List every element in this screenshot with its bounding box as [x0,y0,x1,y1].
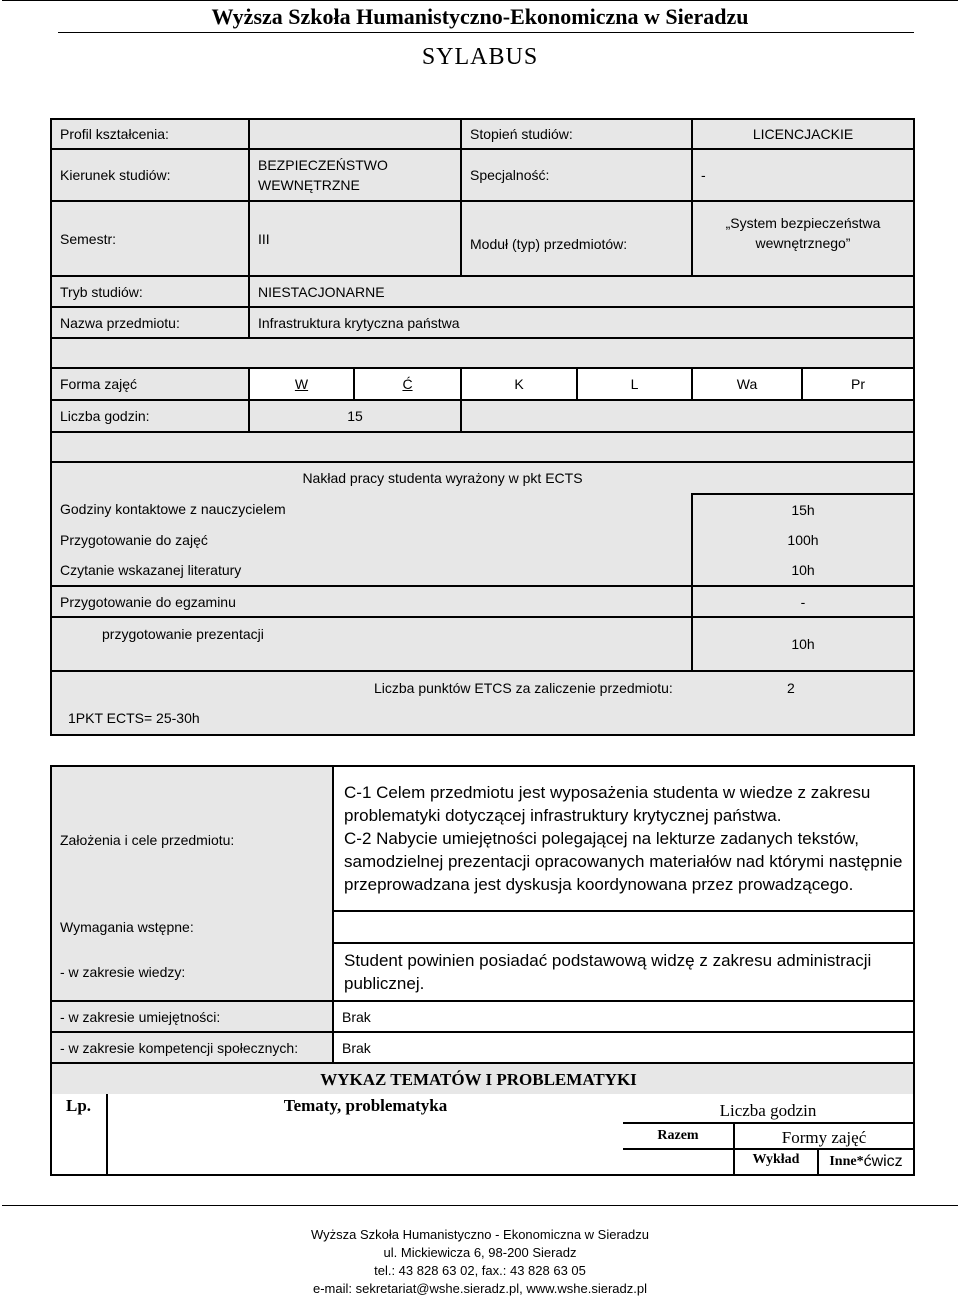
hours-rest [460,399,915,433]
specjalnosc-label: Specjalność: [460,148,693,202]
ects-row-value: 10h [691,554,915,587]
tryb-label: Tryb studiów: [50,275,250,308]
ects-row-value: 15h [691,493,915,525]
goal-c2: C-2 Nabycie umiejętności polegającej na lekturze zadanych tekstów, samodzielnej prezentacji opracowanych materiałów nad którymi następnie przeprowadzana jest dyskusja koordynowana przez prowadzącego. [344,829,903,894]
modul-value [691,200,915,277]
form-type-l: L [576,367,693,401]
hours-w: 15 [248,399,462,433]
ects-row-label: przygotowanie prezentacji [50,616,693,672]
forms-spacer-row-2 [50,431,915,463]
school-name: Wyższa Szkoła Humanistyczno-Ekonomiczna w Sieradzu [211,4,749,29]
topics-razem-value [623,1148,735,1176]
form-type-w: W [248,367,355,401]
ects-row-label: Godziny kontaktowe z nauczycielem [50,493,693,525]
goals-content [332,765,915,912]
goal-c1: C-1 Celem przedmiotu jest wyposażenia studenta w wiedze z zakresu problematyki dotyczącej infrastruktury krytycznej państwa. [344,783,871,825]
hours-label: Liczba godzin: [50,399,250,433]
semestr-value: III [248,200,462,277]
topics-wyklad: Wykład [733,1148,819,1176]
ects-points-row [50,670,915,704]
ects-points-label: Liczba punktów ETCS za zaliczenie przedmiotu: [374,680,673,696]
form-type-pr: Pr [801,367,915,401]
modul-value-line2: wewnętrznego” [755,234,851,251]
header-rule [58,32,914,33]
social-value: Brak [332,1031,915,1064]
topics-inne-prefix: Inne* [829,1154,864,1169]
nazwa-value: Infrastruktura krytyczna państwa [248,306,915,339]
semestr-label: Semestr: [50,200,250,277]
topics-razem: Razem [623,1122,735,1150]
footer-email: e-mail: sekretariat@wshe.sieradz.pl, www.wshe.sieradz.pl [313,1281,647,1296]
ects-row-value: 100h [691,523,915,556]
topics-heading: WYKAZ TEMATÓW I PROBLEMATYKI [50,1062,915,1096]
topics-lp: Lp. [50,1094,108,1176]
topics-inne [817,1148,915,1176]
ects-row-value: - [691,585,915,618]
form-type-c: Ć [353,367,462,401]
requirements-label: Wymagania wstępne: [50,910,334,944]
modul-value-line1: „System bezpieczeństwa [725,214,881,231]
kierunek-value [248,148,462,202]
document-title: SYLABUS [421,44,539,70]
ects-row-label: Czytanie wskazanej literatury [50,554,693,587]
kierunek-label: Kierunek studiów: [50,148,250,202]
forms-spacer-row [50,337,915,369]
top-rule [2,0,958,1]
modul-label: Moduł (typ) przedmiotów: [460,200,693,277]
ects-points-value: 2 [787,680,795,696]
stopien-label: Stopień studiów: [460,118,693,150]
requirements-spacer [332,910,915,944]
skills-label: - w zakresie umiejętności: [50,1000,334,1033]
nazwa-label: Nazwa przedmiotu: [50,306,250,339]
stopien-value: LICENCJACKIE [691,118,915,150]
topics-liczba-godzin: Liczba godzin [623,1094,915,1124]
tryb-value: NIESTACJONARNE [248,275,915,308]
skills-value: Brak [332,1000,915,1033]
ects-row-label: Przygotowanie do zajęć [50,523,693,556]
footer-school: Wyższa Szkoła Humanistyczno - Ekonomiczna w Sieradzu [310,1227,649,1242]
form-type-k: K [460,367,578,401]
footer-rule [2,1205,958,1206]
topics-inne-suffix: ćwicz [863,1153,903,1170]
topics-tematy: Tematy, problematyka [106,1094,625,1176]
knowledge-value: Student powinien posiadać podstawową widzę z zakresu administracji publicznej. [332,942,915,1002]
topics-formy: Formy zajęć [733,1122,915,1150]
kierunek-value-line1: BEZPIECZEŃSTWO [258,157,388,173]
knowledge-label: - w zakresie wiedzy: [50,944,334,1002]
kierunek-value-line2: WEWNĘTRZNE [258,177,360,193]
footer-address: ul. Mickiewicza 6, 98-200 Sieradz [383,1245,577,1260]
ects-row-label: Przygotowanie do egzaminu [50,585,693,618]
social-label: - w zakresie kompetencji społecznych: [50,1031,334,1064]
goals-label: Założenia i cele przedmiotu: [50,765,334,912]
forms-label: Forma zajęć [50,367,250,401]
profil-label: Profil kształcenia: [50,118,250,150]
specjalnosc-value: - [691,148,915,202]
ects-row-value: 10h [691,616,915,672]
ects-conversion: 1PKT ECTS= 25-30h [50,702,915,736]
form-type-wa: Wa [691,367,803,401]
profil-value [248,118,462,150]
ects-heading: Nakład pracy studenta wyrażony w pkt ECTS [50,461,915,493]
footer-phone: tel.: 43 828 63 02, fax.: 43 828 63 05 [374,1263,586,1278]
